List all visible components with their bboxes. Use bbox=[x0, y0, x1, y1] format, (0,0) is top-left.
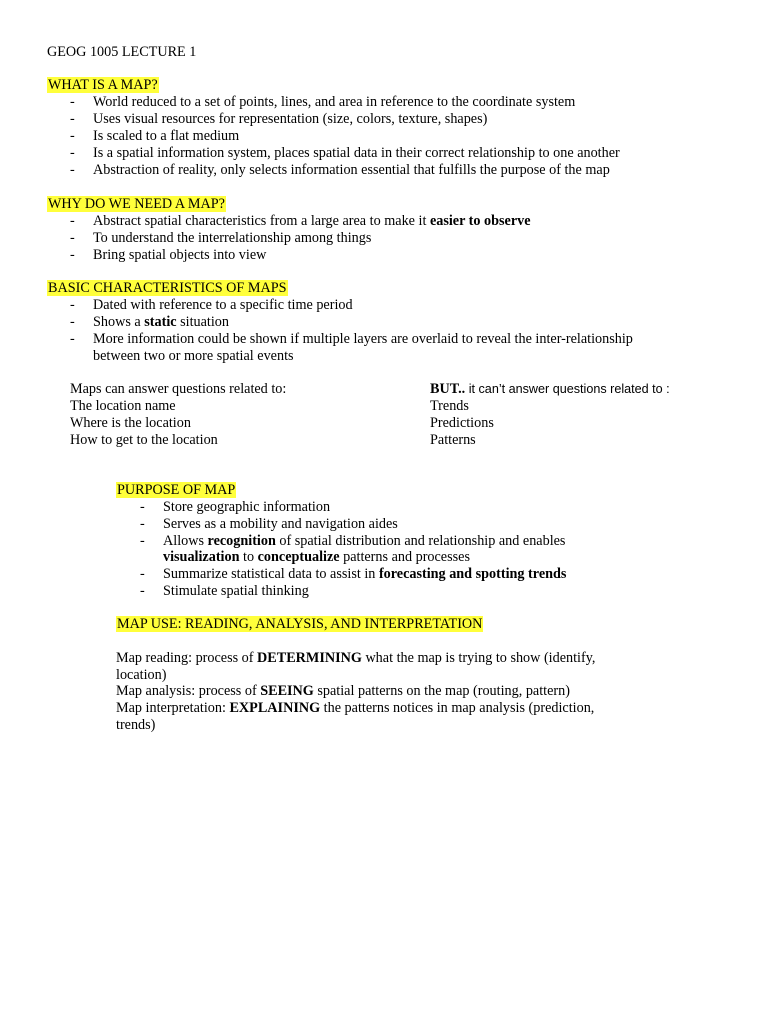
bullet-marker: - bbox=[70, 128, 75, 144]
emphasis-text: forecasting and spotting trends bbox=[378, 566, 567, 582]
right-column-item: Patterns bbox=[430, 432, 476, 448]
right-column-item: Trends bbox=[430, 398, 469, 414]
bullet-marker: - bbox=[70, 145, 75, 161]
bullet-marker: - bbox=[70, 111, 75, 127]
document-title: GEOG 1005 LECTURE 1 bbox=[47, 44, 197, 60]
bullet-marker: - bbox=[140, 533, 145, 549]
emphasis-text: recognition bbox=[207, 533, 276, 549]
emphasis-text: static bbox=[144, 314, 177, 330]
section-heading-purpose-of-map: PURPOSE OF MAP bbox=[117, 482, 236, 498]
emphasis-text: conceptualize bbox=[257, 549, 340, 565]
bullet-item: World reduced to a set of points, lines, and area in reference to the coordinate system bbox=[93, 94, 576, 110]
bullet-item: To understand the interrelationship among things bbox=[93, 230, 372, 246]
map-interpretation-line: Map interpretation: EXPLAINING the patterns notices in map analysis (prediction, bbox=[116, 700, 595, 716]
bullet-marker: - bbox=[70, 94, 75, 110]
bullet-marker: - bbox=[70, 247, 75, 263]
emphasis-text: visualization bbox=[163, 549, 240, 565]
right-column-heading: BUT.. it can’t answer questions related to : bbox=[430, 381, 670, 397]
bullet-marker: - bbox=[70, 297, 75, 313]
bullet-marker: - bbox=[140, 566, 145, 582]
bullet-item: Serves as a mobility and navigation aides bbox=[163, 516, 398, 532]
bullet-marker: - bbox=[140, 516, 145, 532]
section-heading-why-need-map: WHY DO WE NEED A MAP? bbox=[48, 196, 225, 212]
emphasis-text: DETERMINING bbox=[257, 650, 362, 666]
right-column-item: Predictions bbox=[430, 415, 494, 431]
bullet-marker: - bbox=[70, 331, 75, 347]
section-heading-basic-characteristics: BASIC CHARACTERISTICS OF MAPS bbox=[48, 280, 287, 296]
bullet-marker: - bbox=[70, 213, 75, 229]
bullet-marker: - bbox=[140, 499, 145, 515]
bullet-item: Shows a static situation bbox=[93, 314, 229, 330]
bullet-item: Allows recognition of spatial distribution and relationship and enables bbox=[163, 533, 566, 549]
bullet-item: Store geographic information bbox=[163, 499, 331, 515]
emphasis-text: SEEING bbox=[260, 683, 314, 699]
left-column-item: The location name bbox=[70, 398, 176, 414]
emphasis-text: EXPLAINING bbox=[229, 700, 321, 716]
bullet-item: Bring spatial objects into view bbox=[93, 247, 267, 263]
map-reading-line: Map reading: process of DETERMINING what the map is trying to show (identify, bbox=[116, 650, 596, 666]
map-interpretation-continuation: trends) bbox=[116, 717, 156, 733]
bullet-marker: - bbox=[140, 583, 145, 599]
bullet-marker: - bbox=[70, 230, 75, 246]
map-analysis-line: Map analysis: process of SEEING spatial patterns on the map (routing, pattern) bbox=[116, 683, 570, 699]
bullet-marker: - bbox=[70, 162, 75, 178]
bullet-item: More information could be shown if multiple layers are overlaid to reveal the inter-relationship bbox=[93, 331, 633, 347]
section-heading-what-is-a-map: WHAT IS A MAP? bbox=[48, 77, 158, 93]
section-heading-map-use: MAP USE: READING, ANALYSIS, AND INTERPRETATION bbox=[117, 616, 483, 632]
bullet-item: Is scaled to a flat medium bbox=[93, 128, 240, 144]
bullet-item-continuation: between two or more spatial events bbox=[93, 348, 294, 364]
bullet-marker: - bbox=[70, 314, 75, 330]
bullet-item: Uses visual resources for representation (size, colors, texture, shapes) bbox=[93, 111, 488, 127]
emphasis-text: easier to observe bbox=[429, 213, 531, 229]
bullet-item: Stimulate spatial thinking bbox=[163, 583, 309, 599]
left-column-heading: Maps can answer questions related to: bbox=[70, 381, 287, 397]
left-column-item: How to get to the location bbox=[70, 432, 218, 448]
bullet-item-continuation: visualization to conceptualize patterns and processes bbox=[163, 549, 470, 565]
bullet-item: Is a spatial information system, places spatial data in their correct relationship to one another bbox=[93, 145, 620, 161]
bullet-item: Abstraction of reality, only selects information essential that fulfills the purpose of the map bbox=[93, 162, 610, 178]
bullet-item: Summarize statistical data to assist in forecasting and spotting trends bbox=[163, 566, 567, 582]
map-reading-continuation: location) bbox=[116, 667, 167, 683]
bullet-item: Dated with reference to a specific time period bbox=[93, 297, 353, 313]
bullet-item: Abstract spatial characteristics from a large area to make it easier to observe bbox=[93, 213, 531, 229]
left-column-item: Where is the location bbox=[70, 415, 191, 431]
